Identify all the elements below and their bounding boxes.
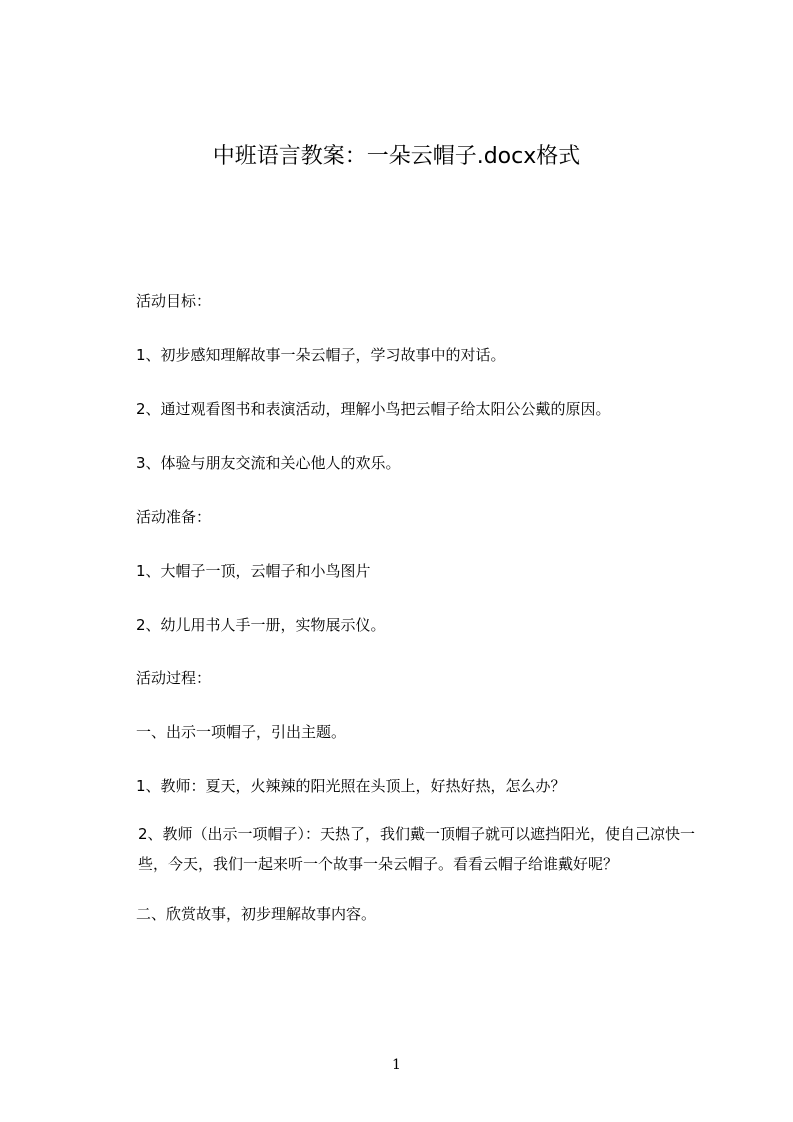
- paragraph-goal-1: 1、初步感知理解故事一朵云帽子，学习故事中的对话。: [136, 346, 506, 364]
- paragraph-process-heading: 活动过程：: [136, 669, 212, 687]
- paragraph-step-one: 一、出示一项帽子，引出主题。: [136, 723, 347, 741]
- paragraph-prep-1: 1、大帽子一顶，云帽子和小鸟图片: [136, 562, 371, 580]
- paragraph-step-one-2-text: 2、教师（出示一项帽子）：天热了，我们戴一顶帽子就可以遮挡阳光，使自己凉快一些，今天，我们一起来听一个故事一朵云帽子。看看云帽子给谁戴好呢？: [138, 825, 696, 873]
- paragraph-goals-heading: 活动目标：: [136, 292, 212, 310]
- paragraph-goal-3: 3、体验与朋友交流和关心他人的欢乐。: [136, 454, 401, 472]
- paragraph-step-two: 二、欣赏故事，初步理解故事内容。: [136, 905, 377, 923]
- paragraph-step-one-1: 1、教师：夏天，火辣辣的阳光照在头顶上，好热好热，怎么办？: [136, 777, 566, 795]
- paragraph-prep-2: 2、幼儿用书人手一册，实物展示仪。: [136, 616, 386, 634]
- document-title: 中班语言教案：一朵云帽子.docx格式: [212, 144, 581, 169]
- paragraph-goal-2: 2、通过观看图书和表演活动，理解小鸟把云帽子给太阳公公戴的原因。: [136, 400, 611, 418]
- paragraph-prep-heading: 活动准备：: [136, 508, 212, 526]
- page-number: 1: [392, 1057, 401, 1073]
- paragraph-step-one-2: [105, 819, 705, 879]
